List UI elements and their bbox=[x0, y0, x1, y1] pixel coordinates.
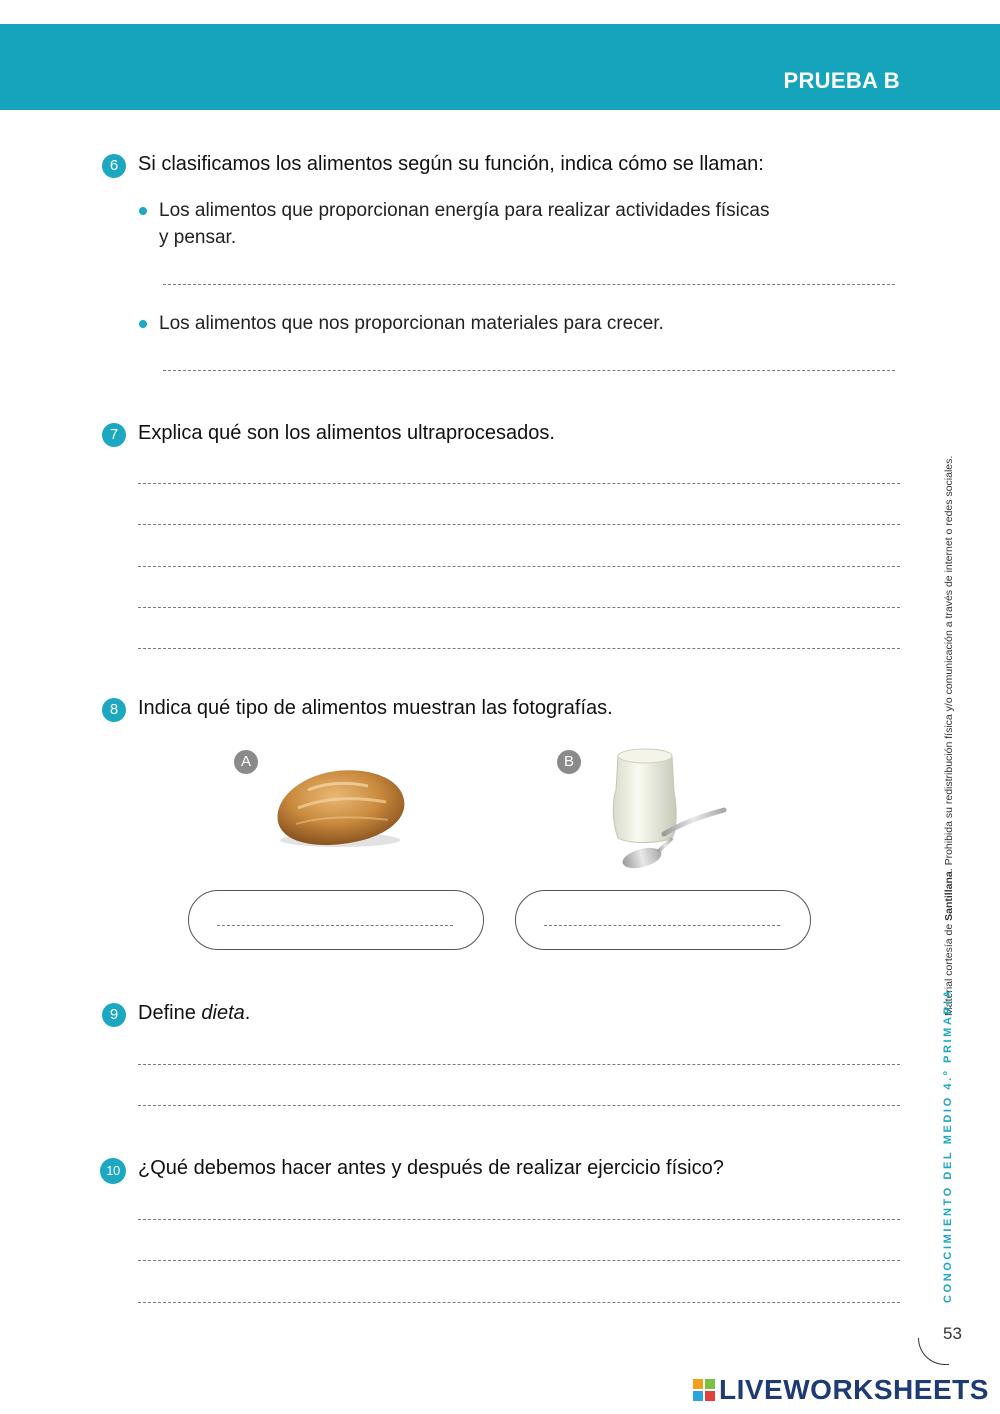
answer-line-10a[interactable] bbox=[138, 1219, 900, 1220]
question-number-9: 9 bbox=[102, 1003, 126, 1027]
q9-prefix: Define bbox=[138, 1002, 202, 1024]
answer-line-10b[interactable] bbox=[138, 1260, 900, 1261]
q6-bullet-1 bbox=[159, 197, 859, 251]
answer-line-9a[interactable] bbox=[138, 1064, 900, 1065]
question-6-text: Si clasificamos los alimentos según su función, indica cómo se llaman: bbox=[138, 153, 764, 175]
answer-line-7b[interactable] bbox=[138, 524, 900, 525]
copyright-brand: Santillana bbox=[943, 871, 955, 921]
subject-label: CONOCIMIENTO DEL MEDIO 4.º PRIMARIA bbox=[942, 987, 954, 1303]
answer-line-9b[interactable] bbox=[138, 1105, 900, 1106]
copyright-prefix: Material cortesía de bbox=[943, 920, 955, 1016]
answer-line-10c[interactable] bbox=[138, 1302, 900, 1303]
answer-line-8b[interactable] bbox=[544, 925, 780, 926]
answer-box-b[interactable] bbox=[515, 890, 811, 950]
page-title: PRUEBA B bbox=[783, 68, 900, 93]
liveworksheets-logo bbox=[693, 1373, 989, 1407]
logo-text: LIVEWORKSHEETS bbox=[719, 1374, 989, 1405]
question-number-8: 8 bbox=[102, 698, 126, 722]
q9-italic-term: dieta bbox=[201, 1002, 245, 1024]
yogurt-image bbox=[610, 742, 730, 872]
answer-line-7c[interactable] bbox=[138, 566, 900, 567]
q6-bullet-1-line2: y pensar. bbox=[159, 227, 237, 248]
question-8-text: Indica qué tipo de alimentos muestran las fotografías. bbox=[138, 697, 613, 719]
answer-line-8a[interactable] bbox=[217, 925, 453, 926]
page-number: 53 bbox=[943, 1324, 962, 1343]
photo-label-a: A bbox=[234, 750, 258, 774]
copyright-suffix: . Prohibida su redistribución física y/o comunicación a través de internet o redes sociales. bbox=[943, 455, 955, 872]
q6-bullet-2: Los alimentos que nos proporcionan materiales para crecer. bbox=[159, 313, 664, 334]
question-10-text: ¿Qué debemos hacer antes y después de realizar ejercicio físico? bbox=[138, 1157, 724, 1179]
question-9-text bbox=[138, 1002, 250, 1025]
question-7-text: Explica qué son los alimentos ultraprocesados. bbox=[138, 422, 555, 444]
q9-suffix: . bbox=[244, 1002, 251, 1024]
bread-image bbox=[268, 760, 410, 850]
copyright-notice bbox=[943, 456, 955, 1016]
photo-label-b: B bbox=[557, 750, 581, 774]
answer-line-6b[interactable] bbox=[163, 370, 895, 371]
page-corner-decoration bbox=[918, 1338, 949, 1365]
bullet-icon bbox=[139, 207, 147, 215]
answer-box-a[interactable] bbox=[188, 890, 484, 950]
q6-bullet-1-line1: Los alimentos que proporcionan energía para realizar actividades físicas bbox=[159, 200, 770, 221]
question-number-6: 6 bbox=[102, 154, 126, 178]
answer-line-7a[interactable] bbox=[138, 483, 900, 484]
question-number-10: 10 bbox=[100, 1158, 126, 1184]
answer-line-7e[interactable] bbox=[138, 648, 900, 649]
header-bar bbox=[0, 24, 1000, 110]
answer-line-7d[interactable] bbox=[138, 607, 900, 608]
bullet-icon bbox=[139, 320, 147, 328]
question-number-7: 7 bbox=[102, 423, 126, 447]
logo-squares-icon bbox=[693, 1379, 715, 1401]
answer-line-6a[interactable] bbox=[163, 284, 895, 285]
